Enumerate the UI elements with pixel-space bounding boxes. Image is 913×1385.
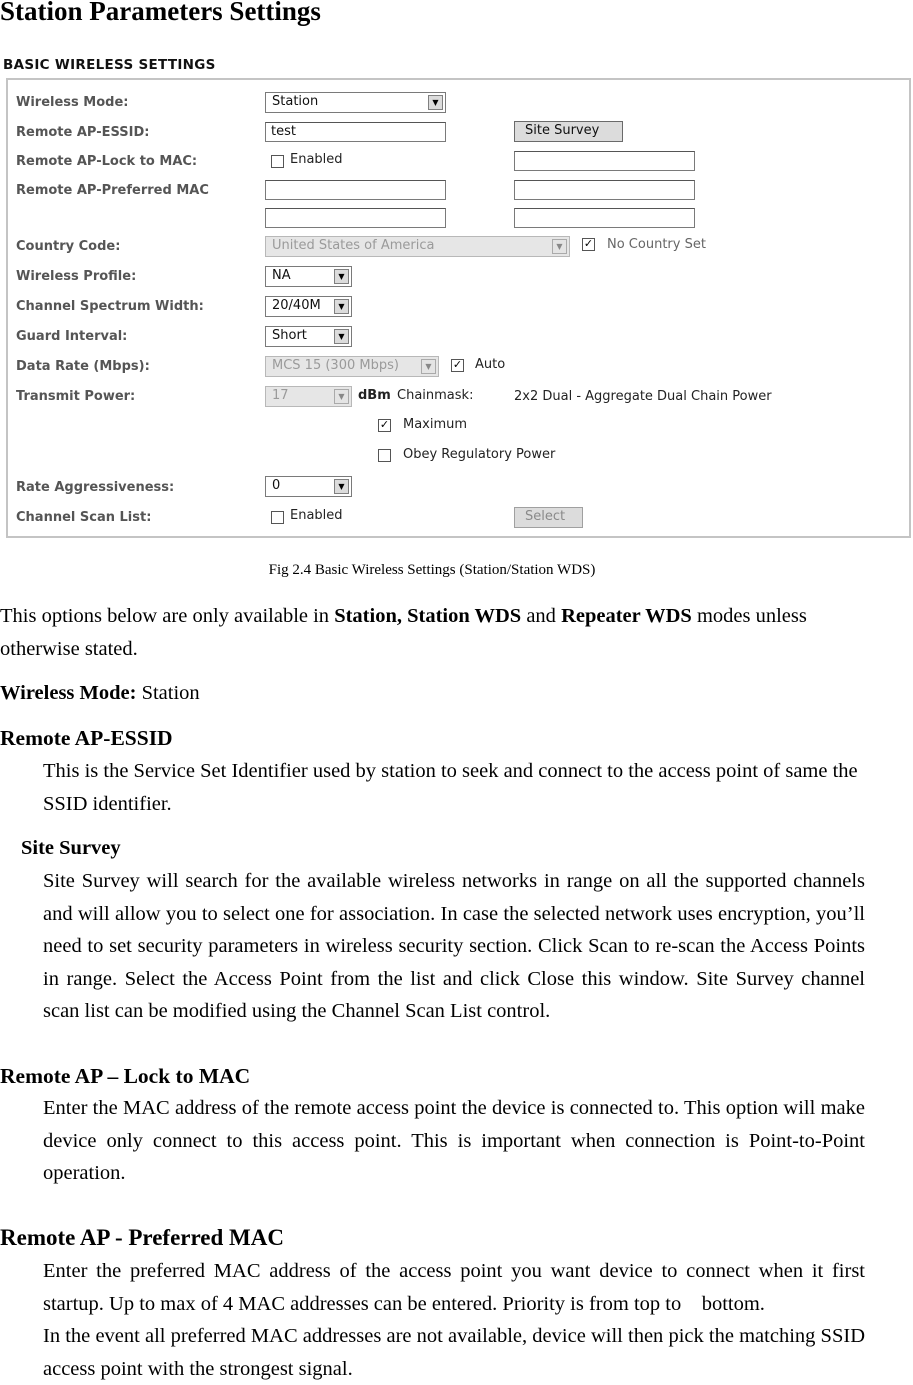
rate-aggressiveness-value: 0 (272, 478, 281, 493)
preferred-mac-input-2[interactable] (514, 180, 695, 200)
preferred-mac-text-1: Enter the preferred MAC address of the access point you want device to connect when it first startup. Up to max of 4 MAC addresses can be entered. Priority is from top to bottom. (43, 1260, 871, 1315)
intro-bold-1: Station, Station WDS (334, 605, 522, 627)
chevron-down-icon: ▼ (334, 479, 349, 494)
transmit-power-value: 17 (272, 388, 289, 403)
chevron-down-icon: ▼ (334, 269, 349, 284)
preferred-mac-input-3[interactable] (265, 208, 446, 228)
preferred-mac-heading: Remote AP - Preferred MAC (0, 1225, 284, 1250)
wireless-mode-line-label: Wireless Mode: (0, 682, 137, 704)
no-country-label: No Country Set (607, 237, 706, 252)
intro-text-3: modes unless otherwise stated. (0, 605, 807, 660)
wireless-mode-value: Station (272, 94, 319, 109)
transmit-power-label: Transmit Power: (16, 389, 136, 404)
maximum-label: Maximum (403, 417, 468, 432)
wireless-mode-line-value: Station (136, 682, 200, 704)
guard-interval-value: Short (272, 328, 307, 343)
intro-paragraph (0, 600, 864, 665)
country-code-label: Country Code: (16, 239, 121, 254)
data-rate-label: Data Rate (Mbps): (16, 359, 150, 374)
channel-scan-label: Channel Scan List: (16, 510, 152, 525)
lock-to-mac-input[interactable] (514, 151, 695, 171)
figure-caption: Fig 2.4 Basic Wireless Settings (Station/Station WDS) (268, 562, 596, 578)
remote-essid-input[interactable]: test (265, 122, 446, 142)
panel-heading: BASIC WIRELESS SETTINGS (3, 57, 216, 73)
chevron-down-icon: ▼ (421, 359, 436, 374)
preferred-mac-input-4[interactable] (514, 208, 695, 228)
site-survey-heading: Site Survey (21, 837, 121, 859)
chevron-down-icon: ▼ (334, 299, 349, 314)
intro-text-2: and (521, 605, 562, 627)
essid-heading: Remote AP-ESSID (0, 726, 173, 750)
chainmask-value: 2x2 Dual - Aggregate Dual Chain Power (514, 389, 772, 404)
data-rate-value: MCS 15 (300 Mbps) (272, 358, 399, 373)
preferred-mac-label: Remote AP-Preferred MAC (16, 183, 209, 198)
channel-width-select[interactable] (265, 296, 352, 317)
preferred-mac-input-1[interactable] (265, 180, 446, 200)
wireless-profile-select[interactable] (265, 266, 352, 287)
chevron-down-icon: ▼ (334, 389, 349, 404)
channel-width-label: Channel Spectrum Width: (16, 299, 204, 314)
wireless-mode-select[interactable] (265, 92, 446, 113)
chevron-down-icon: ▼ (334, 329, 349, 344)
chainmask-label: Chainmask: (397, 388, 474, 403)
wireless-profile-label: Wireless Profile: (16, 269, 137, 284)
site-survey-text: Site Survey will search for the available wireless networks in range on all the supported channels and will allow you to select one for association. In case the selected network uses encryption, you’ll need to set security parameters in wireless security section. Click Scan to re-scan the Access Points in range. Select the Access Point from the list and click Close this window. Site Survey channel scan list can be modified using the Channel Scan List control. (43, 870, 865, 1022)
wireless-mode-line (0, 677, 200, 710)
transmit-power-select[interactable] (265, 386, 352, 407)
basic-wireless-settings-panel (6, 78, 911, 538)
page-title: Station Parameters Settings (0, 0, 321, 26)
country-code-select[interactable] (265, 236, 570, 257)
remote-essid-label: Remote AP-ESSID: (16, 125, 150, 140)
obey-regulatory-checkbox[interactable] (378, 449, 391, 462)
data-rate-select[interactable] (265, 356, 439, 377)
rate-aggressiveness-label: Rate Aggressiveness: (16, 480, 175, 495)
maximum-checkbox[interactable]: ✓ (379, 419, 390, 431)
lock-to-mac-checkbox[interactable] (271, 155, 284, 168)
guard-interval-select[interactable] (265, 326, 352, 347)
essid-text: This is the Service Set Identifier used by station to seek and connect to the access point of same the SSID identifier. (43, 760, 858, 815)
channel-scan-enabled-label: Enabled (290, 508, 343, 523)
country-code-value: United States of America (272, 238, 435, 253)
intro-bold-2: Repeater WDS (561, 605, 692, 627)
wireless-mode-label: Wireless Mode: (16, 95, 129, 110)
lock-to-mac-enabled-label: Enabled (290, 152, 343, 167)
obey-regulatory-label: Obey Regulatory Power (403, 447, 556, 462)
data-rate-auto-label: Auto (475, 357, 506, 372)
channel-width-value: 20/40M (272, 298, 321, 313)
chevron-down-icon: ▼ (552, 239, 567, 254)
rate-aggressiveness-select[interactable] (265, 476, 352, 497)
no-country-checkbox[interactable]: ✓ (583, 238, 594, 250)
lock-mac-text: Enter the MAC address of the remote access point the device is connected to. This option will make device only connect to this access point. This is important when connection is Point-to-Point operation. (43, 1097, 865, 1184)
transmit-power-unit: dBm (358, 388, 391, 403)
channel-scan-checkbox[interactable] (271, 511, 284, 524)
lock-to-mac-label: Remote AP-Lock to MAC: (16, 154, 198, 169)
intro-text-1: This options below are only available in (0, 605, 335, 627)
data-rate-auto-checkbox[interactable]: ✓ (452, 359, 463, 371)
chevron-down-icon: ▼ (428, 95, 443, 110)
site-survey-button[interactable]: Site Survey (514, 121, 623, 142)
guard-interval-label: Guard Interval: (16, 329, 128, 344)
channel-scan-select-button[interactable]: Select (514, 507, 583, 528)
preferred-mac-text-2: In the event all preferred MAC addresses are not available, device will then pick the matching SSID access point with the strongest signal. (43, 1325, 865, 1380)
wireless-profile-value: NA (272, 268, 291, 283)
lock-mac-heading: Remote AP – Lock to MAC (0, 1064, 251, 1088)
